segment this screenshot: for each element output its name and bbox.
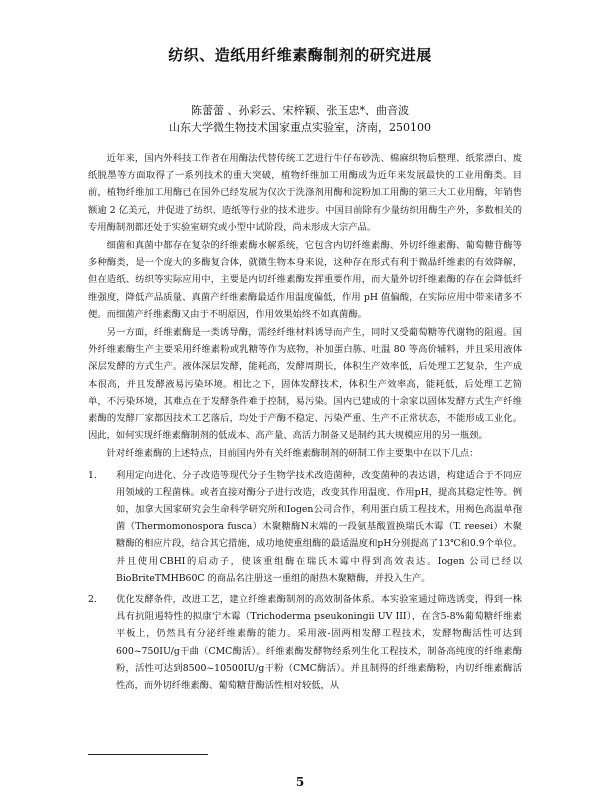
list-item-text: 优化发酵条件，改进工艺，建立纤维素酶制剂的高效制备体系。本实验室通过筛选诱变，得到一株具有抗阻遏特性的拟康宁木霉（Trichoderma pseukoningii UV III），在含5-8%葡萄糖纤维素平板上，仍然具有分泌纤维素酶的能力。采用液-固两相发酵工程技术，发酵物酶活性可达到600~750IU/g干曲（CMC酶活）。纤维素酶发酵物经系列生化工程技术，制备高纯度的纤维素酶粉，活性可达到8500~10500IU/g干粉（CMC酶活）。并且制得的纤维素酶粉，内切纤维素酶活性高，而外切纤维素酶、葡萄糖苷酶活性相对较低，从 — [116, 594, 522, 692]
list-item-number: 2. — [88, 594, 97, 606]
body-paragraph-1: 近年来，国内外科技工作者在用酶法代替传统工艺进行牛仔布砂洗、棉麻织物后整理、纸浆漂白、废纸脱墨等方面取得了一系列技术的重大突破，植物纤维加工用酶成为近年来发展最快的工业用酶类。目前，植物纤维加工用酶已在国外已经发展为仅次于洗涤剂用酶和淀粉加工用酶的第三大工业用酶，年销售额逾 2 亿美元，并促进了纺织、造纸等行业的技术进步。中国目前除有少量纺织用酶生产外，多数相关的专用酶制剂都还处于实验室研究或小型中试阶段，尚未形成大宗产品。 — [88, 153, 522, 233]
footnote-divider — [88, 754, 208, 755]
paper-title: 纺织、造纸用纤维素酶制剂的研究进展 — [168, 46, 432, 64]
page-number: 5 — [295, 775, 305, 789]
author-affiliation: 山东大学微生物技术国家重点实验室，济南，250100 — [169, 121, 431, 134]
body-paragraph-2: 细菌和真菌中都存在复杂的纤维素酶水解系统，它包含内切纤维素酶、外切纤维素酶、葡萄糖苷酶等多种酶类，是一个庞大的多酶复合体，就微生物本身来说，这种存在形式有利于微晶纤维素的有效降解，但在造纸、纺织等实际应用中，主要是内切纤维素酶发挥重要作用，而大量外切纤维素酶的存在会降低纤维强度，降低产品质量、真菌产纤维素酶最适作用温度偏低，作用 pH 值偏酸，在实际应用中带来诸多不便。而细菌产纤维素酶又由于不明原因，作用效果始终不如真菌酶。 — [88, 240, 522, 320]
numbered-list-item — [88, 467, 522, 587]
list-item-number: 1. — [88, 469, 97, 481]
author-list: 陈蕾蕾 、孙彩云、宋梓颖、张玉忠*、曲音波 — [191, 104, 409, 117]
list-item-text: 利用定向进化、分子改造等现代分子生物学技术改造菌种，改变菌种的表达谱，构建适合于不同应用领域的工程菌株。或者直接对酶分子进行改造，改变其作用温度、作用pH，提高其稳定性等。例如，加拿大国家研究会生命科学研究所和Iogen公司合作，利用蛋白质工程技术，用褐色高温单孢菌（Thermomonospora fusca）木聚糖酶N末端的一段氨基酸置换瑞氏木霉（T. reesei）木聚糖酶的相应片段，结合其它措施，成功地使重组酶的最适温度和pH分别提高了13℃和0.9个单位。并且使用CBHI的启动子，使该重组酶在瑞氏木霉中得到高效表达。Iogen 公司已经以BioBriteTMHB60C 的商品名注册这一重组的耐热木聚糖酶，并投入生产。 — [116, 469, 522, 584]
body-paragraph-3: 另一方面，纤维素酶是一类诱导酶，需经纤维材料诱导而产生，同时又受葡萄糖等代谢物的阻遏。国外纤维素酶生产主要采用纤维素粉或乳糖等作为底物，补加蛋白胨、吐温 80 等高价辅料，并且采用液体深层发酵的方式生产。液体深层发酵，能耗高，发酵周期长，体积生产效率低，后处理工艺复杂，生产成本很高，并且发酵液易污染环境。相比之下，固体发酵技术，体积生产效率高，能耗低，后处理工艺简单，不污染环境，其难点在于发酵条件难于控制，易污染。国内已建成的十余家以固体发酵方式生产纤维素酶的发酵厂家都因技术工艺落后，均处于产酶不稳定、污染严重、生产不正常状态，不能形成工业化。因此，如何实现纤维素酶制剂的低成本、高产量、高活力制备又是制约其大规模应用的另一瓶颈。 — [88, 327, 522, 442]
numbered-list-item — [88, 591, 522, 694]
paper-body — [88, 150, 522, 694]
body-paragraph-4: 针对纤维素酶的上述特点，目前国内外有关纤维素酶制剂的研制工作主要集中在以下几点： — [106, 448, 479, 460]
